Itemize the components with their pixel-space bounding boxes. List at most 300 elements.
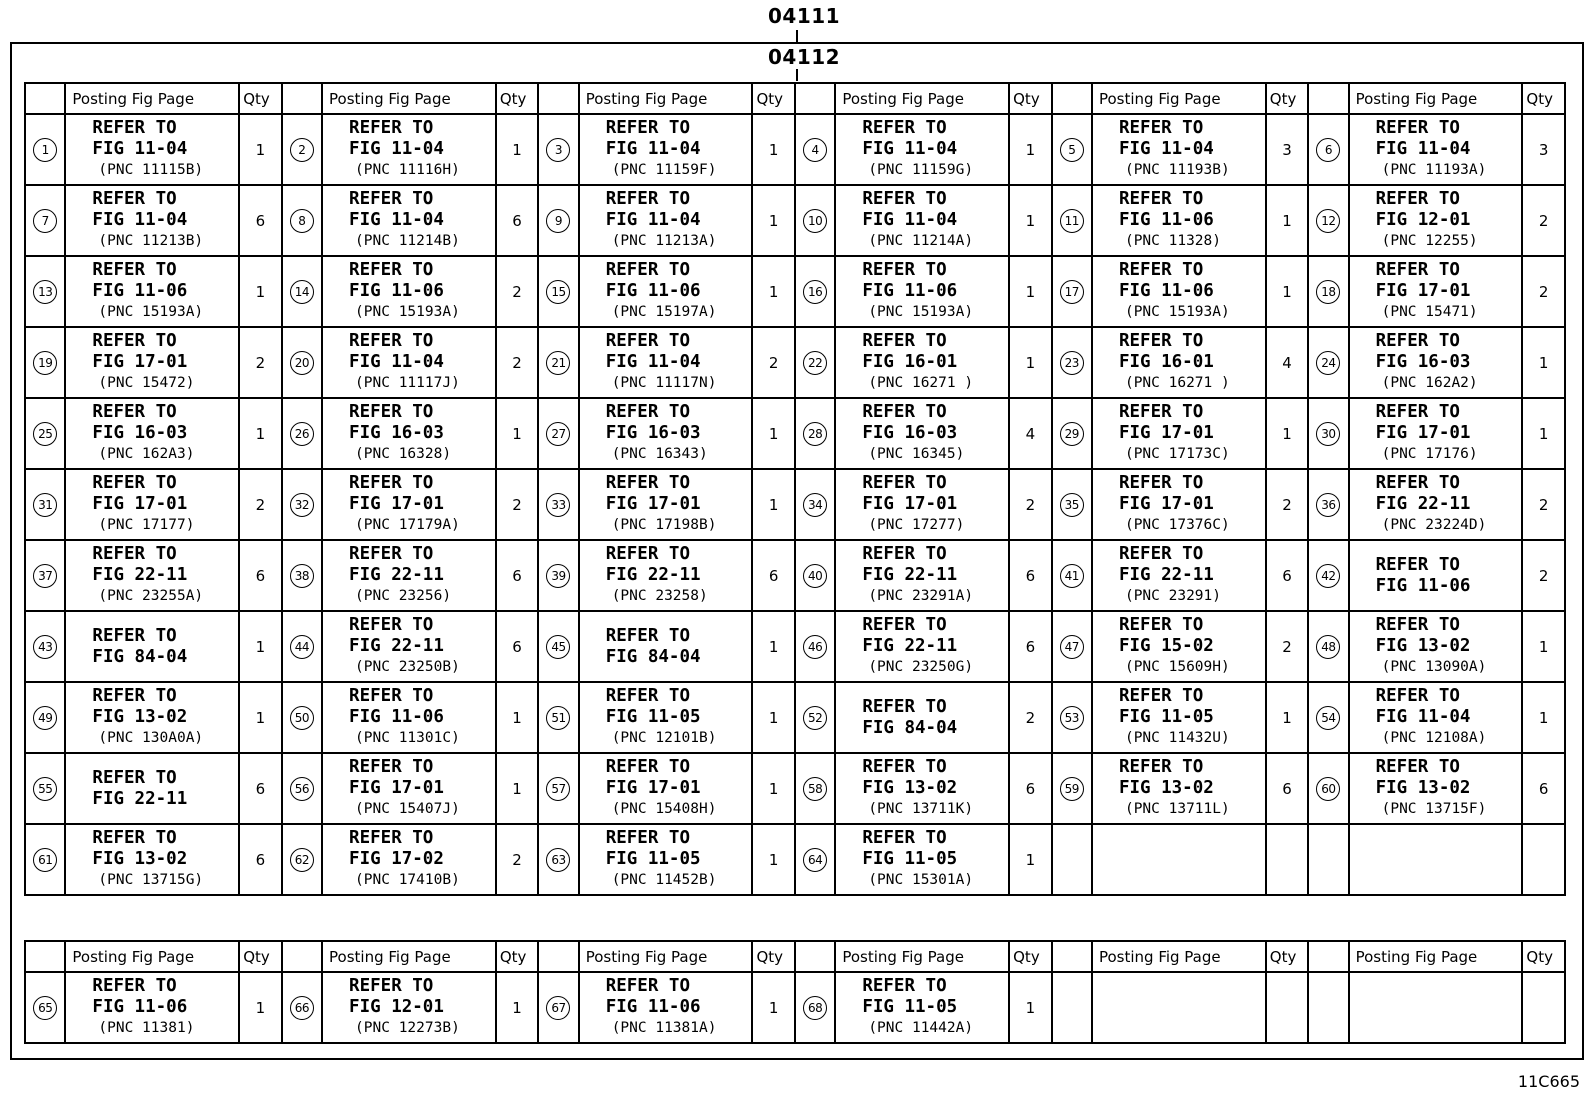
part-number-cell (25, 327, 65, 398)
header-posting-fig-page: Posting Fig Page (1092, 83, 1266, 114)
callout-number: 20 (290, 351, 314, 375)
part-number-cell (25, 185, 65, 256)
pnc-reference: (PNC 11301C) (355, 730, 460, 746)
posting-reference-cell (835, 824, 1009, 895)
posting-reference-cell (1349, 611, 1523, 682)
part-number-cell (795, 753, 835, 824)
callout-number: 31 (33, 493, 57, 517)
figure-reference: FIG 11-05 (862, 997, 958, 1017)
pnc-reference: (PNC 11117N) (611, 375, 717, 391)
refer-to-label: REFER TO (605, 331, 690, 351)
qty-cell: 1 (1522, 611, 1565, 682)
posting-reference-cell (65, 114, 239, 185)
pnc-reference: (PNC 15193A) (98, 304, 204, 320)
part-number-cell (1052, 114, 1092, 185)
part-number-cell (1052, 185, 1092, 256)
refer-to-label: REFER TO (92, 189, 177, 209)
part-number-cell (1052, 398, 1092, 469)
figure-reference: FIG 16-03 (349, 423, 444, 443)
callout-number: 49 (33, 706, 57, 730)
posting-reference-cell (579, 682, 753, 753)
posting-reference-cell (579, 611, 753, 682)
pnc-reference: (PNC 15193A) (868, 304, 974, 320)
part-number-cell (25, 753, 65, 824)
callout-number: 50 (290, 706, 314, 730)
qty-cell: 1 (239, 256, 281, 327)
qty-cell: 1 (1266, 398, 1308, 469)
part-number-cell (538, 824, 578, 895)
pnc-reference: (PNC 23256) (355, 588, 452, 604)
qty-cell: 6 (1009, 753, 1051, 824)
qty-cell: 4 (1009, 398, 1051, 469)
refer-to-label: REFER TO (862, 544, 947, 564)
refer-to-label: REFER TO (1375, 757, 1460, 777)
qty-cell: 6 (1266, 753, 1308, 824)
pnc-reference: (PNC 11432U) (1124, 730, 1230, 746)
figure-reference: FIG 11-05 (605, 707, 701, 727)
pnc-reference: (PNC 12108A) (1381, 730, 1487, 746)
qty-cell: 1 (1522, 682, 1565, 753)
qty-cell (1522, 972, 1565, 1043)
qty-cell: 2 (496, 469, 538, 540)
refer-to-label: REFER TO (1375, 189, 1460, 209)
pnc-reference: (PNC 11213B) (98, 233, 204, 249)
figure-reference: FIG 17-01 (605, 494, 701, 514)
figure-reference: FIG 11-06 (605, 997, 701, 1017)
qty-cell: 2 (1522, 469, 1565, 540)
posting-reference-cell (1349, 256, 1523, 327)
refer-to-label: REFER TO (349, 118, 434, 138)
qty-cell: 1 (752, 256, 794, 327)
callout-number: 23 (1060, 351, 1084, 375)
refer-to-label: REFER TO (1118, 402, 1204, 422)
refer-to-label: REFER TO (1118, 757, 1204, 777)
pnc-reference: (PNC 13711L) (1124, 801, 1230, 817)
figure-reference: FIG 16-01 (862, 352, 958, 372)
callout-number: 65 (33, 996, 57, 1020)
posting-reference-cell (322, 327, 496, 398)
qty-cell: 1 (752, 398, 794, 469)
qty-cell: 6 (496, 540, 538, 611)
figure-reference: FIG 16-03 (92, 423, 188, 443)
callout-number: 45 (546, 635, 570, 659)
posting-reference-cell (835, 398, 1009, 469)
callout-number: 32 (290, 493, 314, 517)
qty-cell: 2 (1266, 469, 1308, 540)
callout-number: 61 (33, 848, 57, 872)
pnc-reference: (PNC 12101B) (611, 730, 717, 746)
figure-reference: FIG 22-11 (862, 636, 958, 656)
part-number-cell (25, 540, 65, 611)
qty-cell: 2 (1522, 540, 1565, 611)
pnc-reference: (PNC 11214A) (868, 233, 974, 249)
part-number-cell (282, 256, 322, 327)
pnc-reference: (PNC 23250B) (355, 659, 460, 675)
posting-reference-cell (579, 540, 753, 611)
posting-reference-cell (322, 611, 496, 682)
parts-table-extra (24, 940, 1566, 1044)
callout-number: 7 (33, 209, 57, 233)
table-row (25, 185, 1565, 256)
pnc-reference: (PNC 17176) (1381, 446, 1478, 462)
figure-reference: FIG 13-02 (1118, 778, 1214, 798)
figure-reference: FIG 16-03 (862, 423, 958, 443)
part-number-cell (795, 398, 835, 469)
part-number-cell (1052, 682, 1092, 753)
figure-reference: FIG 17-02 (349, 849, 444, 869)
callout-number: 38 (290, 564, 314, 588)
table-row (25, 682, 1565, 753)
qty-cell: 2 (496, 824, 538, 895)
refer-to-label: REFER TO (1375, 686, 1460, 706)
posting-reference-cell (65, 611, 239, 682)
callout-number: 19 (33, 351, 57, 375)
part-number-cell (795, 185, 835, 256)
callout-number: 28 (803, 422, 827, 446)
callout-number: 13 (33, 280, 57, 304)
callout-number: 30 (1316, 422, 1340, 446)
figure-reference: FIG 11-06 (1375, 575, 1471, 596)
table-row (25, 972, 1565, 1043)
refer-to-label: REFER TO (349, 544, 434, 564)
figure-reference: FIG 11-06 (92, 997, 188, 1017)
figure-reference: FIG 11-04 (862, 210, 958, 230)
posting-reference-cell (1349, 469, 1523, 540)
header-index-cell (1308, 83, 1348, 114)
qty-cell: 1 (752, 682, 794, 753)
parts-table-main (24, 82, 1566, 896)
part-number-cell (282, 327, 322, 398)
qty-cell: 1 (239, 114, 281, 185)
part-number-cell (795, 327, 835, 398)
header-qty: Qty (1009, 83, 1051, 114)
qty-cell: 1 (496, 114, 538, 185)
part-number-cell (282, 972, 322, 1043)
pnc-reference: (PNC 13090A) (1381, 659, 1487, 675)
callout-number: 36 (1316, 493, 1340, 517)
posting-reference-cell (579, 327, 753, 398)
refer-to-label: REFER TO (1375, 118, 1460, 138)
qty-cell: 2 (239, 469, 281, 540)
refer-to-label: REFER TO (862, 696, 947, 717)
pnc-reference: (PNC 11442A) (868, 1020, 974, 1036)
part-number-cell (282, 824, 322, 895)
callout-number: 17 (1060, 280, 1084, 304)
refer-to-label: REFER TO (862, 828, 947, 848)
pnc-reference: (PNC 16271 ) (868, 375, 974, 391)
posting-reference-cell (1349, 682, 1523, 753)
qty-cell: 1 (239, 398, 281, 469)
callout-number: 24 (1316, 351, 1340, 375)
posting-reference-cell (1092, 824, 1266, 895)
refer-to-label: REFER TO (1118, 544, 1204, 564)
refer-to-label: REFER TO (1118, 615, 1204, 635)
posting-reference-cell (579, 972, 753, 1043)
callout-number: 64 (803, 848, 827, 872)
pnc-reference: (PNC 23255A) (98, 588, 204, 604)
figure-reference: FIG 11-05 (605, 849, 701, 869)
pnc-reference: (PNC 15408H) (611, 801, 717, 817)
figure-reference: FIG 11-06 (605, 281, 701, 301)
pnc-reference: (PNC 11116H) (355, 162, 460, 178)
qty-cell: 2 (1009, 682, 1051, 753)
qty-cell: 1 (752, 114, 794, 185)
part-number-cell (282, 185, 322, 256)
qty-cell: 1 (496, 972, 538, 1043)
posting-reference-cell (65, 398, 239, 469)
header-qty: Qty (1009, 941, 1051, 972)
part-number-cell (795, 682, 835, 753)
refer-to-label: REFER TO (605, 976, 690, 996)
callout-number: 40 (803, 564, 827, 588)
qty-cell: 6 (496, 611, 538, 682)
posting-reference-cell (1092, 540, 1266, 611)
refer-to-label: REFER TO (1375, 615, 1460, 635)
header-posting-fig-page: Posting Fig Page (579, 941, 753, 972)
pnc-reference: (PNC 23224D) (1381, 517, 1487, 533)
header-posting-fig-page: Posting Fig Page (835, 941, 1009, 972)
qty-cell: 2 (496, 327, 538, 398)
pnc-reference: (PNC 11214B) (355, 233, 460, 249)
figure-reference: FIG 17-01 (349, 778, 444, 798)
posting-reference-cell (579, 185, 753, 256)
kit-number-inner: 04112 (768, 45, 841, 69)
qty-cell: 1 (1009, 972, 1051, 1043)
callout-number: 53 (1060, 706, 1084, 730)
qty-cell: 1 (496, 682, 538, 753)
callout-number: 51 (546, 706, 570, 730)
part-number-cell (25, 469, 65, 540)
header-posting-fig-page: Posting Fig Page (322, 941, 496, 972)
callout-number: 15 (546, 280, 570, 304)
figure-reference: FIG 11-04 (1118, 139, 1214, 159)
callout-number: 68 (803, 996, 827, 1020)
qty-cell: 3 (1266, 114, 1308, 185)
table-header-row (25, 83, 1565, 114)
part-number-cell (538, 398, 578, 469)
header-qty: Qty (752, 83, 794, 114)
pnc-reference: (PNC 17277) (868, 517, 965, 533)
part-number-cell (538, 753, 578, 824)
figure-reference: FIG 17-01 (1375, 423, 1471, 443)
header-posting-fig-page: Posting Fig Page (322, 83, 496, 114)
refer-to-label: REFER TO (605, 828, 690, 848)
figure-reference: FIG 22-11 (92, 788, 188, 809)
refer-to-label: REFER TO (1118, 260, 1204, 280)
header-index-cell (795, 941, 835, 972)
posting-reference-cell (579, 256, 753, 327)
figure-reference: FIG 17-01 (1118, 423, 1214, 443)
pnc-reference: (PNC 162A2) (1381, 375, 1478, 391)
posting-reference-cell (322, 256, 496, 327)
figure-reference: FIG 22-11 (1375, 494, 1471, 514)
posting-reference-cell (1349, 540, 1523, 611)
part-number-cell (1052, 256, 1092, 327)
refer-to-label: REFER TO (1118, 118, 1204, 138)
callout-number: 22 (803, 351, 827, 375)
qty-cell: 6 (239, 185, 281, 256)
qty-cell: 1 (752, 611, 794, 682)
figure-reference: FIG 11-04 (605, 139, 701, 159)
callout-number: 18 (1316, 280, 1340, 304)
posting-reference-cell (322, 185, 496, 256)
posting-reference-cell (579, 114, 753, 185)
posting-reference-cell (835, 611, 1009, 682)
figure-reference: FIG 17-01 (92, 494, 188, 514)
header-posting-fig-page: Posting Fig Page (65, 83, 239, 114)
posting-reference-cell (322, 114, 496, 185)
posting-reference-cell (835, 469, 1009, 540)
callout-number: 34 (803, 493, 827, 517)
header-qty: Qty (1266, 941, 1308, 972)
qty-cell: 2 (1266, 611, 1308, 682)
pnc-reference: (PNC 23250G) (868, 659, 974, 675)
qty-cell: 6 (239, 753, 281, 824)
figure-reference: FIG 17-01 (862, 494, 958, 514)
refer-to-label: REFER TO (349, 828, 434, 848)
callout-number: 33 (546, 493, 570, 517)
pnc-reference: (PNC 17410B) (355, 872, 460, 888)
part-number-cell (1052, 824, 1092, 895)
qty-cell: 6 (496, 185, 538, 256)
callout-number: 52 (803, 706, 827, 730)
callout-number: 25 (33, 422, 57, 446)
pnc-reference: (PNC 15197A) (611, 304, 717, 320)
figure-reference: FIG 12-01 (1375, 210, 1471, 230)
refer-to-label: REFER TO (1118, 473, 1204, 493)
callout-number: 43 (33, 635, 57, 659)
refer-to-label: REFER TO (92, 402, 177, 422)
callout-number: 44 (290, 635, 314, 659)
figure-reference: FIG 11-04 (349, 139, 444, 159)
qty-cell: 1 (1009, 256, 1051, 327)
pnc-reference: (PNC 17173C) (1124, 446, 1230, 462)
callout-number: 11 (1060, 209, 1084, 233)
posting-reference-cell (579, 753, 753, 824)
refer-to-label: REFER TO (349, 686, 434, 706)
header-index-cell (25, 941, 65, 972)
figure-reference: FIG 22-11 (92, 565, 188, 585)
header-qty: Qty (1522, 83, 1565, 114)
pnc-reference: (PNC 12273B) (355, 1020, 460, 1036)
refer-to-label: REFER TO (862, 473, 947, 493)
pnc-reference: (PNC 11117J) (355, 375, 460, 391)
qty-cell: 1 (752, 185, 794, 256)
drawing-code: 11C665 (1517, 1072, 1580, 1091)
figure-reference: FIG 13-02 (1375, 778, 1471, 798)
figure-reference: FIG 11-04 (605, 210, 701, 230)
part-number-cell (538, 469, 578, 540)
posting-reference-cell (65, 972, 239, 1043)
refer-to-label: REFER TO (92, 260, 177, 280)
refer-to-label: REFER TO (605, 473, 690, 493)
posting-reference-cell (835, 753, 1009, 824)
qty-cell: 4 (1266, 327, 1308, 398)
pnc-reference: (PNC 11213A) (611, 233, 717, 249)
pnc-reference: (PNC 11452B) (611, 872, 717, 888)
qty-cell: 2 (496, 256, 538, 327)
callout-number: 41 (1060, 564, 1084, 588)
pnc-reference: (PNC 23258) (611, 588, 708, 604)
figure-reference: FIG 11-06 (862, 281, 958, 301)
header-posting-fig-page: Posting Fig Page (1349, 83, 1523, 114)
callout-number: 63 (546, 848, 570, 872)
refer-to-label: REFER TO (862, 402, 947, 422)
pnc-reference: (PNC 11328) (1124, 233, 1221, 249)
header-posting-fig-page: Posting Fig Page (1349, 941, 1523, 972)
pnc-reference: (PNC 17376C) (1124, 517, 1230, 533)
refer-to-label: REFER TO (605, 686, 690, 706)
refer-to-label: REFER TO (1375, 554, 1460, 575)
posting-reference-cell (322, 972, 496, 1043)
part-number-cell (1308, 540, 1348, 611)
header-index-cell (538, 83, 578, 114)
refer-to-label: REFER TO (92, 544, 177, 564)
callout-number: 14 (290, 280, 314, 304)
part-number-cell (1308, 753, 1348, 824)
callout-number: 5 (1060, 138, 1084, 162)
posting-reference-cell (1092, 327, 1266, 398)
header-posting-fig-page: Posting Fig Page (65, 941, 239, 972)
qty-cell: 1 (239, 972, 281, 1043)
qty-cell: 6 (239, 824, 281, 895)
pnc-reference: (PNC 23291) (1124, 588, 1221, 604)
figure-reference: FIG 84-04 (862, 717, 958, 738)
qty-cell: 1 (752, 972, 794, 1043)
qty-cell: 1 (239, 682, 281, 753)
posting-reference-cell (579, 824, 753, 895)
qty-cell: 2 (1522, 256, 1565, 327)
figure-reference: FIG 11-06 (349, 281, 444, 301)
refer-to-label: REFER TO (605, 260, 690, 280)
figure-reference: FIG 11-04 (1375, 707, 1471, 727)
figure-reference: FIG 11-06 (1118, 281, 1214, 301)
pnc-reference: (PNC 11381A) (611, 1020, 717, 1036)
posting-reference-cell (1349, 824, 1523, 895)
figure-reference: FIG 11-06 (1118, 210, 1214, 230)
figure-reference: FIG 11-04 (862, 139, 958, 159)
header-posting-fig-page: Posting Fig Page (835, 83, 1009, 114)
qty-cell: 2 (239, 327, 281, 398)
callout-number: 12 (1316, 209, 1340, 233)
callout-number: 48 (1316, 635, 1340, 659)
pnc-reference: (PNC 15193A) (355, 304, 460, 320)
part-number-cell (795, 972, 835, 1043)
pnc-reference: (PNC 11159G) (868, 162, 974, 178)
callout-number: 29 (1060, 422, 1084, 446)
pnc-reference: (PNC 17198B) (611, 517, 717, 533)
table-row (25, 114, 1565, 185)
callout-number: 66 (290, 996, 314, 1020)
part-number-cell (282, 540, 322, 611)
posting-reference-cell (1349, 114, 1523, 185)
qty-cell: 1 (1009, 185, 1051, 256)
table-row (25, 398, 1565, 469)
callout-number: 35 (1060, 493, 1084, 517)
qty-cell: 6 (1522, 753, 1565, 824)
refer-to-label: REFER TO (605, 402, 690, 422)
pnc-reference: (PNC 13711K) (868, 801, 974, 817)
posting-reference-cell (65, 753, 239, 824)
part-number-cell (538, 327, 578, 398)
table-row (25, 469, 1565, 540)
figure-reference: FIG 13-02 (92, 849, 188, 869)
posting-reference-cell (322, 682, 496, 753)
posting-reference-cell (1349, 753, 1523, 824)
posting-reference-cell (1349, 185, 1523, 256)
callout-number: 9 (546, 209, 570, 233)
part-number-cell (25, 824, 65, 895)
